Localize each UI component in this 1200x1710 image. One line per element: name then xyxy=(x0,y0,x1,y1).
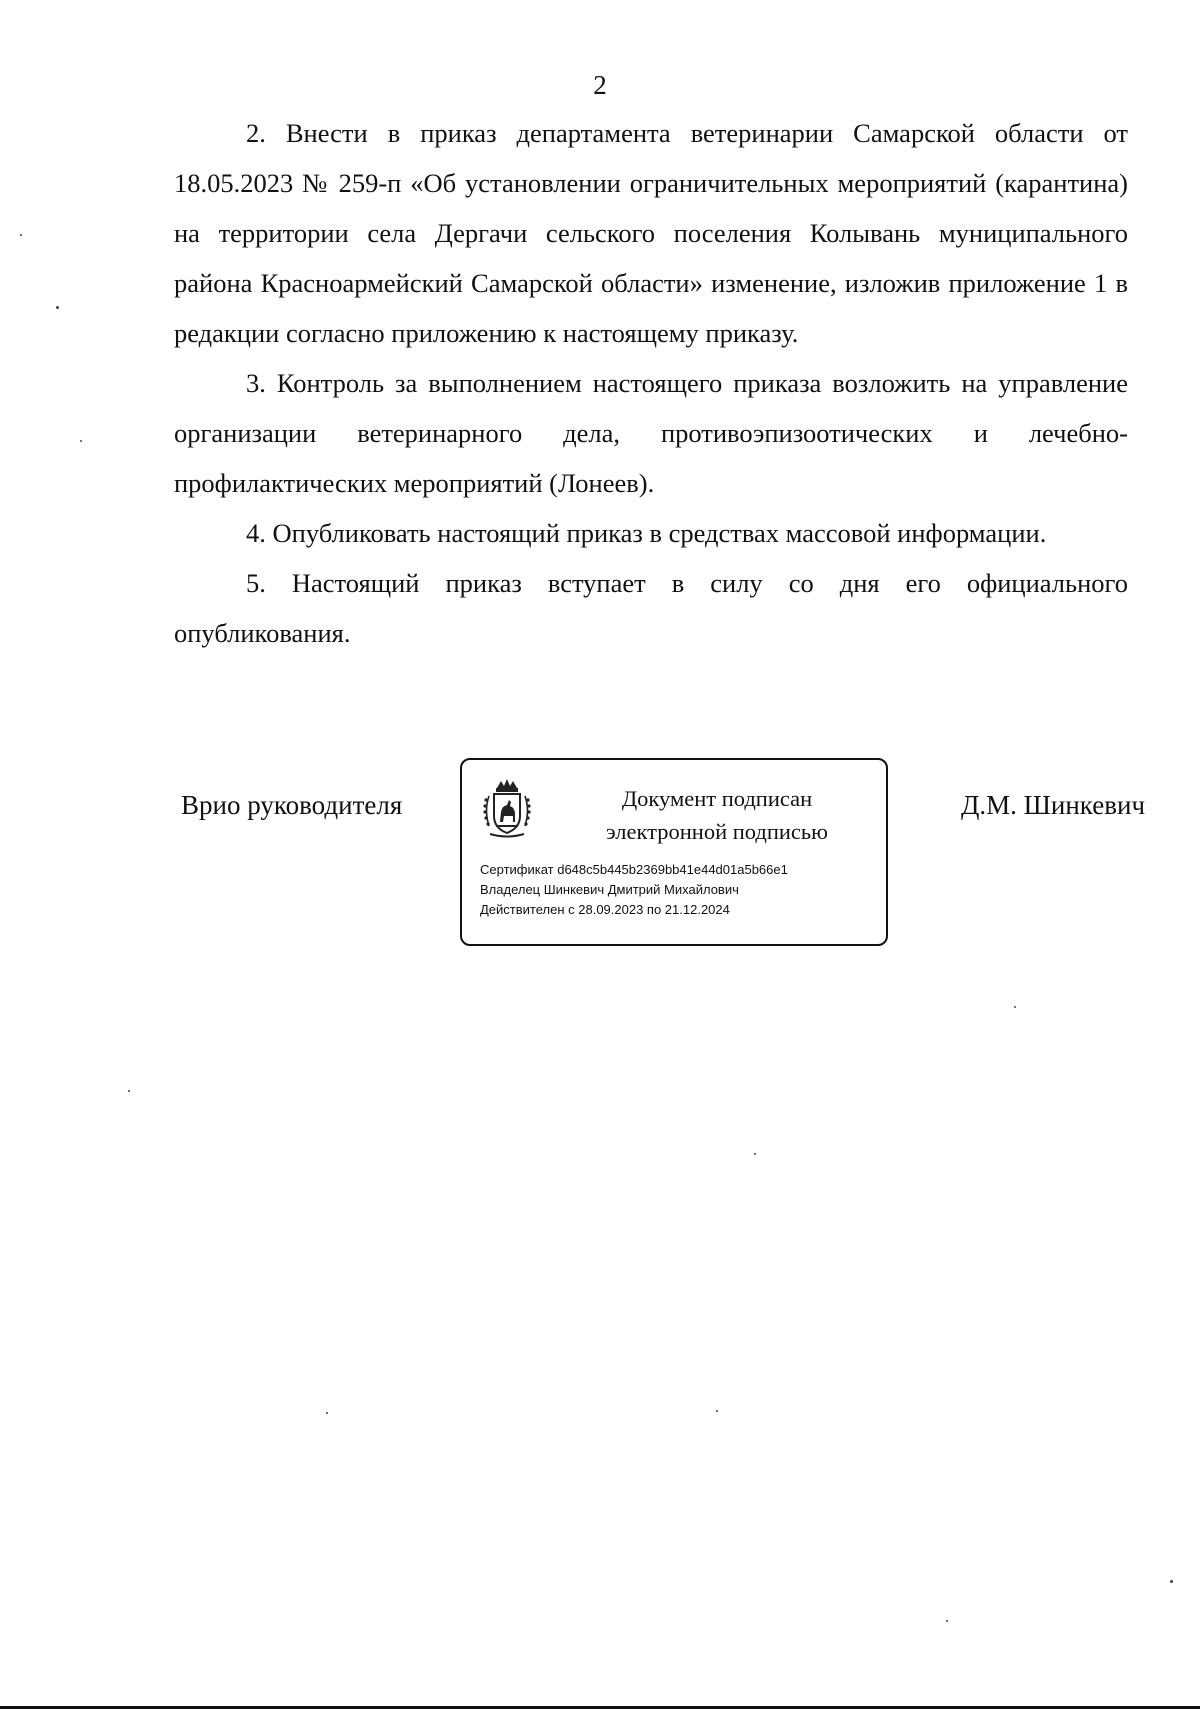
order-body xyxy=(174,108,1128,658)
scan-speck xyxy=(1170,1580,1173,1583)
certificate-number: Сертификат d648c5b445b2369bb41e44d01a5b66e1 xyxy=(480,862,788,877)
signer-name: Д.М. Шинкевич xyxy=(961,790,1146,820)
scan-speck xyxy=(326,1412,328,1414)
scan-speck xyxy=(716,1410,718,1412)
signature-block xyxy=(0,758,1200,958)
stamp-title-line: электронной подписью xyxy=(606,819,828,844)
signer-position: Врио руководителя xyxy=(181,790,403,820)
scan-speck xyxy=(20,234,22,236)
scan-speck xyxy=(946,1620,948,1622)
paragraph-item-3: 3. Контроль за выполнением настоящего приказа возложить на управление организации ветеринарного дела, противоэпизоотических и лечебно-профилактических мероприятий (Лонеев). xyxy=(174,368,1128,498)
scan-edge-line xyxy=(0,1706,1200,1709)
stamp-title xyxy=(557,782,877,848)
stamp-title-line: Документ подписан xyxy=(621,786,813,811)
stamp-details xyxy=(480,860,788,920)
scan-speck xyxy=(1014,1006,1016,1008)
certificate-validity: Действителен с 28.09.2023 по 21.12.2024 xyxy=(480,902,730,917)
scan-speck xyxy=(80,440,82,442)
page-number: 2 xyxy=(593,70,607,100)
certificate-owner: Владелец Шинкевич Дмитрий Михайлович xyxy=(480,882,739,897)
paragraph-item-4: 4. Опубликовать настоящий приказ в средствах массовой информации. xyxy=(246,518,1047,548)
coat-of-arms-icon xyxy=(480,778,534,840)
scan-speck xyxy=(128,1090,130,1092)
scan-speck xyxy=(56,306,59,309)
scan-speck xyxy=(754,1153,756,1155)
paragraph-item-2: 2. Внести в приказ департамента ветеринарии Самарской области от 18.05.2023 № 259-п «Об установлении ограничительных мероприятий (карантина) на территории села Дергачи сельского поселения Колывань муниципального района Красноармейский Самарской области» изменение, изложив приложение 1 в редакции согласно приложению к настоящему приказу. xyxy=(174,118,1128,348)
paragraph-item-5: 5. Настоящий приказ вступает в силу со дня его официального опубликования. xyxy=(174,568,1128,648)
electronic-signature-stamp xyxy=(460,758,888,946)
